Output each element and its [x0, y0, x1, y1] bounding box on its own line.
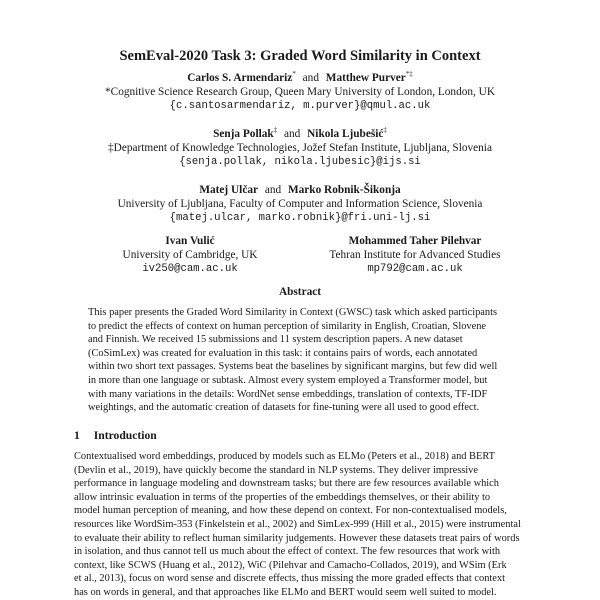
body-line: et al., 2013), focus on word sense and discrete effects, thus missing the more graded effects that context: [74, 573, 505, 585]
affiliation: University of Cambridge, UK: [122, 249, 258, 261]
body-line: context, like SCWS (Huang et al., 2012), WiC (Pilehvar and Camacho-Collados, 2019), and WSim (Erk: [74, 559, 507, 571]
body-line: has on words in general, and that approaches like ELMo and BERT would seem well suited to model.: [74, 586, 497, 598]
author-line: [0, 71, 600, 85]
and-word: and: [284, 128, 301, 140]
author-mark: ‡: [383, 126, 387, 135]
author-name: Senja Pollak: [213, 128, 274, 140]
abstract-body: [88, 306, 514, 415]
abstract-line: to predict the effects of context on human perception of similarity in English, Croatian, Slovene: [88, 320, 487, 332]
section-title: Introduction: [93, 429, 157, 442]
affiliation: Tehran Institute for Advanced Studies: [329, 249, 501, 261]
author-name: Ivan Vulić: [165, 235, 215, 247]
author-mark: ‡: [273, 126, 278, 135]
body-line: performance in language modeling and downstream tasks; but there are few resources available which: [74, 478, 499, 490]
abstract-line: This paper presents the Graded Word Similarity in Context (GWSC) task which asked participants: [88, 307, 498, 318]
author-group-3: [0, 183, 600, 225]
abstract-line: in more than one language or subtask. Almost every system employed a Transformer model, but: [88, 374, 488, 386]
paper-title: SemEval-2020 Task 3: Graded Word Similarity in Context: [119, 48, 481, 64]
author-line: [0, 127, 600, 141]
abstract-line: weightings, and the automatic creation of datasets for fine-tuning were all used to good effect.: [88, 402, 480, 414]
abstract-line: and Finnish. We received 15 submissions and 11 system description papers. A new dataset: [88, 334, 463, 346]
abstract-line: (CoSimLex) was created for evaluation in this task: it contains pairs of words, each annotated: [88, 347, 478, 359]
section-heading: [74, 429, 157, 442]
introduction-body: [74, 450, 528, 600]
email: {senja.pollak, nikola.ljubesic}@ijs.si: [179, 156, 421, 168]
author-name: Mohammed Taher Pilehvar: [348, 235, 482, 247]
affiliation: ‡Department of Knowledge Technologies, Jožef Stefan Institute, Ljubljana, Slovenia: [108, 142, 492, 154]
body-line: Contextualised word embeddings, produced by models such as ELMo (Peters et al., 2018) and BERT: [74, 451, 495, 462]
author-name: Matthew Purver: [325, 72, 406, 84]
author-mark: *: [292, 70, 296, 79]
and-word: and: [302, 72, 319, 84]
email: {matej.ulcar, marko.robnik}@fri.uni-lj.si: [169, 212, 431, 224]
affiliation: *Cognitive Science Research Group, Queen Mary University of London, London, UK: [105, 86, 495, 98]
abstract-line: with many variations in the details: WordNet sense embeddings, translation of contexts, TF-IDF: [88, 388, 488, 400]
body-line: in isolation, and thus cannot tell us much about the effect of context. The few resources that work with: [74, 546, 501, 558]
section-number: 1: [74, 429, 80, 442]
author-column-right: [305, 234, 525, 276]
body-line: resources like WordSim-353 (Finkelstein et al., 2002) and SimLex-999 (Hill et al., 2015) were instrumental: [74, 518, 521, 530]
body-line: to evaluate their ability to reflect human similarity judgements. However these datasets treat pairs of words: [74, 532, 520, 544]
body-line: model human perception of meaning, and how these depend on context. For non-contextualised models,: [74, 505, 507, 517]
abstract-heading: Abstract: [278, 286, 322, 298]
author-name: Nikola Ljubešić: [307, 128, 384, 140]
email: iv250@cam.ac.uk: [142, 263, 238, 275]
email: mp792@cam.ac.uk: [367, 263, 463, 275]
abstract-line: within two short text passages. Systems beat the baselines by significant margins, but few did well: [88, 361, 498, 373]
author-name: Marko Robnik-Šikonja: [287, 184, 401, 196]
author-name: Matej Ulčar: [199, 184, 258, 196]
and-word: and: [264, 184, 282, 196]
body-line: (Devlin et al., 2019), have quickly become the standard in NLP systems. They deliver impressive: [74, 464, 478, 476]
author-group-2: [0, 127, 600, 169]
author-line: [0, 183, 600, 197]
email: {c.santosarmendariz, m.purver}@qmul.ac.uk: [169, 100, 431, 112]
body-line: allow intrinsic evaluation in terms of the properties of the embeddings themselves, or their ability to: [74, 491, 491, 503]
author-name: Carlos S. Armendariz: [187, 72, 293, 84]
author-column-left: [85, 234, 295, 276]
author-mark: *‡: [405, 70, 413, 79]
affiliation: University of Ljubljana, Faculty of Computer and Information Science, Slovenia: [117, 198, 483, 210]
author-group-1: [0, 71, 600, 113]
